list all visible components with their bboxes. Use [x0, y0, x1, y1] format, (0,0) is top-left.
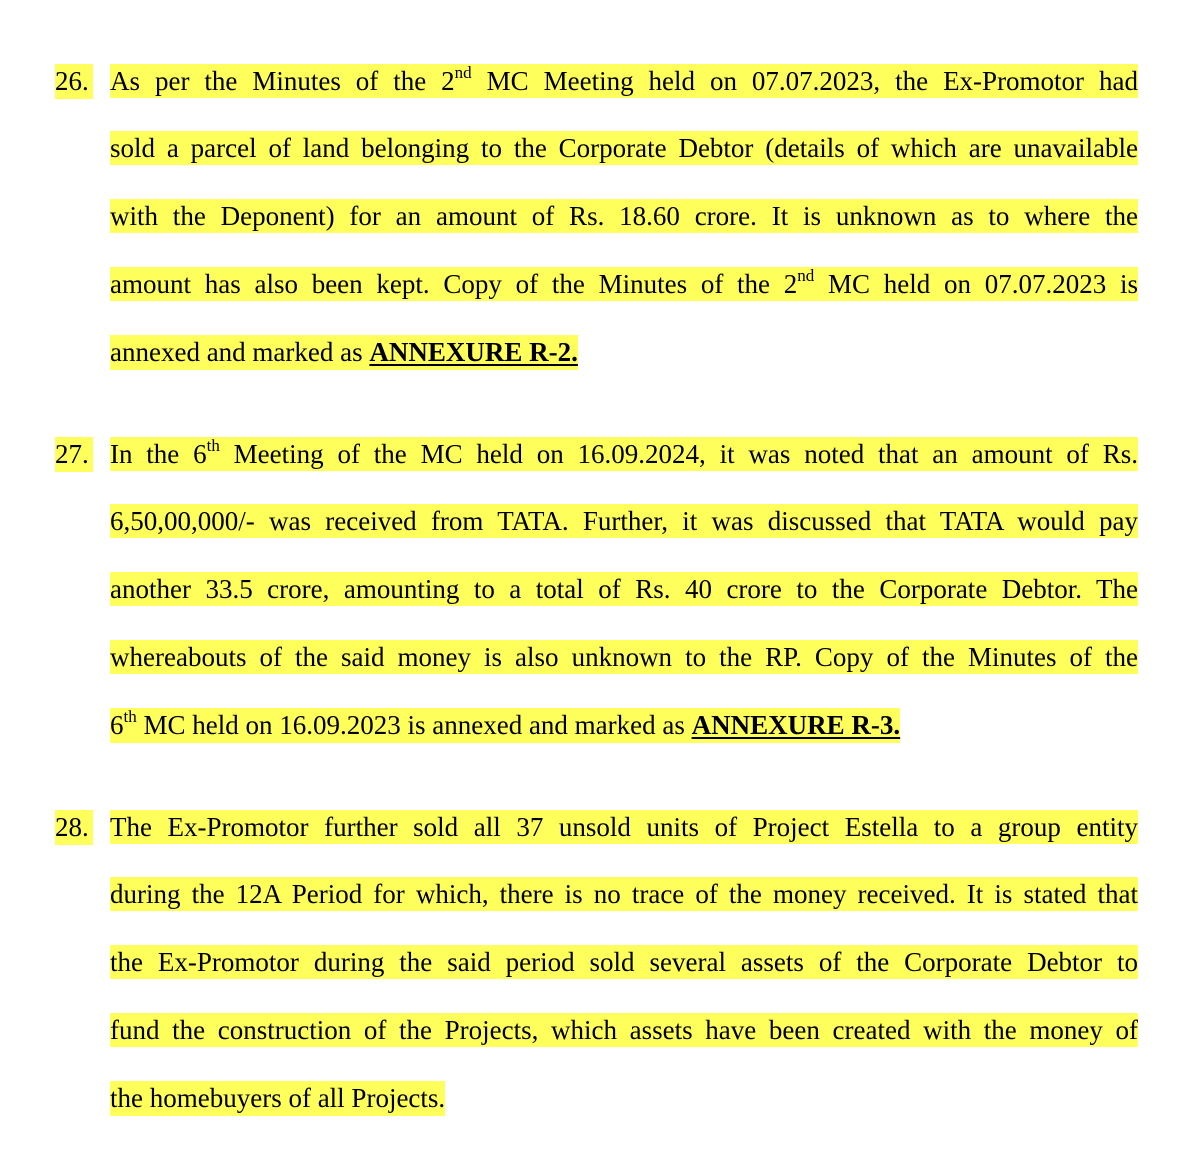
paragraph-line: The Ex-Promotor further sold all 37 unsold units of Project Estella to a group entity — [110, 812, 1138, 842]
paragraph-line: another 33.5 crore, amounting to a total of Rs. 40 crore to the Corporate Debtor. The — [110, 574, 1138, 604]
paragraph-line: the homebuyers of all Projects. — [110, 1081, 445, 1115]
paragraph-line: 6th MC held on 16.09.2023 is annexed and marked as ANNEXURE R-3. — [110, 708, 900, 742]
paragraph-line: the Ex-Promotor during the said period sold several assets of the Corporate Debtor to — [110, 947, 1138, 977]
paragraph-line: during the 12A Period for which, there is no trace of the money received. It is stated that — [110, 879, 1138, 909]
paragraph-line: annexed and marked as ANNEXURE R-2. — [110, 335, 578, 369]
paragraph-line: As per the Minutes of the 2nd MC Meeting held on 07.07.2023, the Ex-Promotor had — [110, 63, 1138, 96]
paragraph-line: 6,50,00,000/- was received from TATA. Further, it was discussed that TATA would pay — [110, 506, 1138, 536]
paragraph-line: amount has also been kept. Copy of the Minutes of the 2nd MC held on 07.07.2023 is — [110, 266, 1138, 299]
annexure-reference: ANNEXURE R-2. — [369, 337, 578, 367]
annexure-reference: ANNEXURE R-3. — [691, 710, 901, 740]
paragraph-number: 28. — [55, 810, 93, 844]
paragraph-number: 27. — [55, 437, 93, 471]
paragraph-line: sold a parcel of land belonging to the Corporate Debtor (details of which are unavailable — [110, 133, 1138, 163]
paragraph-number: 26. — [55, 64, 93, 98]
paragraph-line: with the Deponent) for an amount of Rs. 18.60 crore. It is unknown as to where the — [110, 201, 1138, 231]
paragraph-line: whereabouts of the said money is also unknown to the RP. Copy of the Minutes of the — [110, 642, 1138, 672]
paragraph-line: fund the construction of the Projects, which assets have been created with the money of — [110, 1015, 1138, 1045]
paragraph-line: In the 6th Meeting of the MC held on 16.09.2024, it was noted that an amount of Rs. — [110, 436, 1138, 469]
